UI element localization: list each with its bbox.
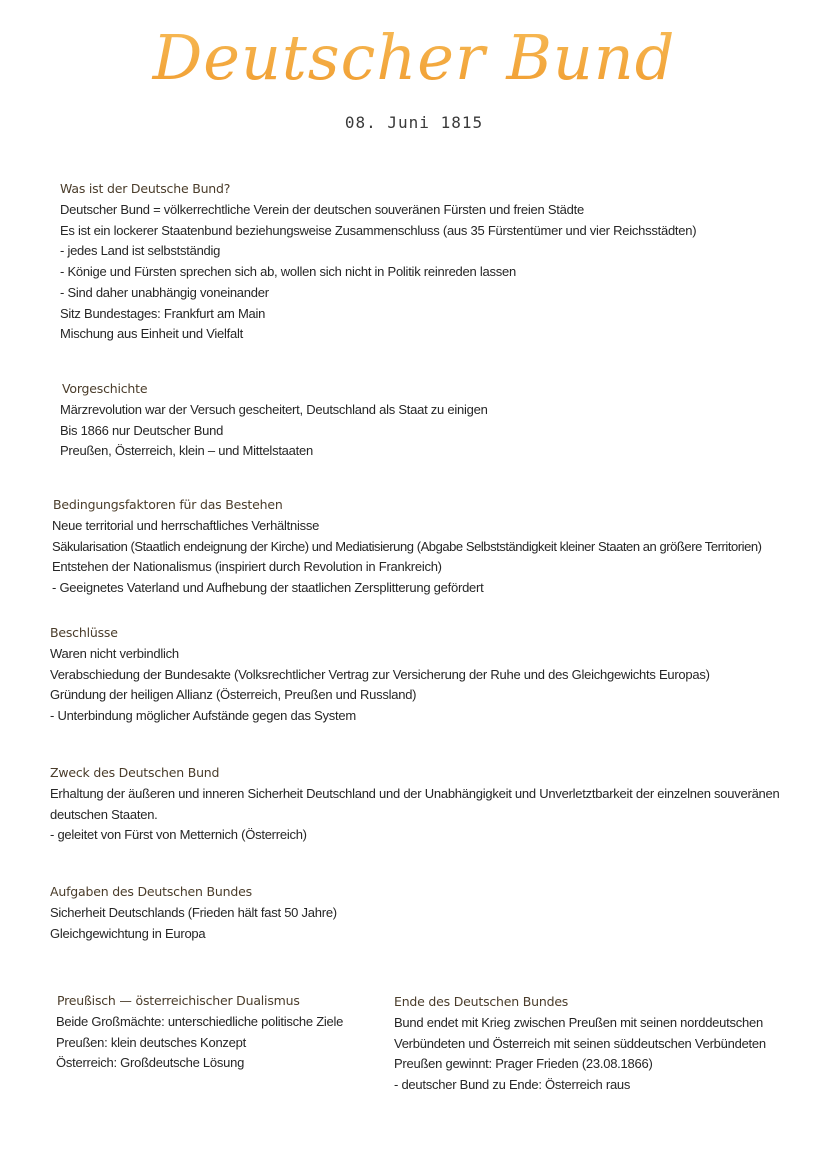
text-line: Verbündeten und Österreich mit seinen süddeutschen Verbündeten bbox=[394, 1035, 766, 1051]
text-line: Beide Großmächte: unterschiedliche politische Ziele bbox=[56, 1014, 344, 1029]
section-bedingungsfaktoren bbox=[49, 496, 762, 599]
text-line: Waren nicht verbindlich bbox=[50, 646, 179, 661]
text-line: - deutscher Bund zu Ende: Österreich raus bbox=[394, 1077, 631, 1093]
text-line: Gründung der heiligen Allianz (Österreich, Preußen und Russland) bbox=[50, 687, 417, 703]
section-ende bbox=[390, 993, 766, 1096]
text-line: Sicherheit Deutschlands (Frieden hält fast 50 Jahre) bbox=[50, 905, 337, 920]
text-line: - geleitet von Fürst von Metternich (Österreich) bbox=[50, 827, 307, 843]
text-line: Neue territorial und herrschaftliches Verhältnisse bbox=[52, 518, 320, 533]
text-line: Preußen: klein deutsches Konzept bbox=[56, 1034, 247, 1050]
text-line: Säkularisation (Staatlich endeignung der Kirche) und Mediatisierung (Abgabe Selbstständigkeit kleiner Staaten an größere Territorien) bbox=[52, 538, 762, 554]
text-line: Es ist ein lockerer Staatenbund beziehungsweise Zusammenschluss (aus 35 Fürstentümer und vier Reichsstädten) bbox=[60, 222, 697, 238]
text-line: Entstehen der Nationalismus (inspiriert durch Revolution in Frankreich) bbox=[52, 559, 442, 575]
text-line: Bund endet mit Krieg zwischen Preußen mit seinen norddeutschen bbox=[394, 1015, 763, 1030]
text-line: Preußen, Österreich, klein – und Mittelstaaten bbox=[60, 443, 313, 459]
section-vorgeschichte bbox=[58, 380, 488, 462]
text-line: Sitz Bundestages: Frankfurt am Main bbox=[60, 305, 266, 321]
text-line: Österreich: Großdeutsche Lösung bbox=[56, 1055, 245, 1071]
section-heading: Ende des Deutschen Bundes bbox=[390, 994, 574, 1010]
text-line: - Könige und Fürsten sprechen sich ab, wollen sich nicht in Politik reinreden lassen bbox=[60, 264, 516, 280]
page-date: 08. Juni 1815 bbox=[344, 113, 484, 132]
text-line: Deutscher Bund = völkerrechtliche Verein der deutschen souveränen Fürsten und freien Städte bbox=[60, 202, 584, 217]
section-heading: Bedingungsfaktoren für das Bestehen bbox=[49, 497, 289, 513]
text-line: Bis 1866 nur Deutscher Bund bbox=[60, 422, 224, 438]
section-dualismus bbox=[53, 992, 343, 1074]
text-line: Erhaltung der äußeren und inneren Sicherheit Deutschland und der Unabhängigkeit und Unverletztbarkeit der einzelnen souveränen bbox=[50, 786, 780, 801]
section-was-ist bbox=[56, 180, 696, 345]
text-line: deutschen Staaten. bbox=[50, 806, 158, 822]
text-line: Mischung aus Einheit und Vielfalt bbox=[60, 326, 244, 342]
text-line: Verabschiedung der Bundesakte (Volksrechtlicher Vertrag zur Versicherung der Ruhe und des Gleichgewichts Europas) bbox=[50, 666, 710, 682]
text-line: - Sind daher unabhängig voneinander bbox=[60, 284, 269, 300]
text-line: Gleichgewichtung in Europa bbox=[50, 925, 206, 941]
text-line: - Geeignetes Vaterland und Aufhebung der staatlichen Zersplitterung gefördert bbox=[52, 580, 484, 596]
section-heading: Was ist der Deutsche Bund? bbox=[56, 181, 236, 197]
section-heading: Beschlüsse bbox=[46, 625, 124, 641]
text-line: Märzrevolution war der Versuch gescheitert, Deutschland als Staat zu einigen bbox=[60, 402, 488, 417]
text-line: - jedes Land ist selbstständig bbox=[60, 243, 221, 259]
section-heading: Preußisch — österreichischer Dualismus bbox=[53, 993, 306, 1009]
section-heading: Aufgaben des Deutschen Bundes bbox=[46, 884, 258, 900]
section-heading: Vorgeschichte bbox=[58, 381, 153, 397]
section-aufgaben bbox=[46, 883, 337, 944]
text-line: Preußen gewinnt: Prager Frieden (23.08.1866) bbox=[394, 1056, 653, 1072]
page-title: Deutscher Bund bbox=[0, 18, 828, 98]
section-zweck bbox=[46, 764, 780, 846]
section-beschluesse bbox=[46, 624, 710, 727]
text-line: - Unterbindung möglicher Aufstände gegen das System bbox=[50, 708, 356, 724]
section-heading: Zweck des Deutschen Bund bbox=[46, 765, 225, 781]
